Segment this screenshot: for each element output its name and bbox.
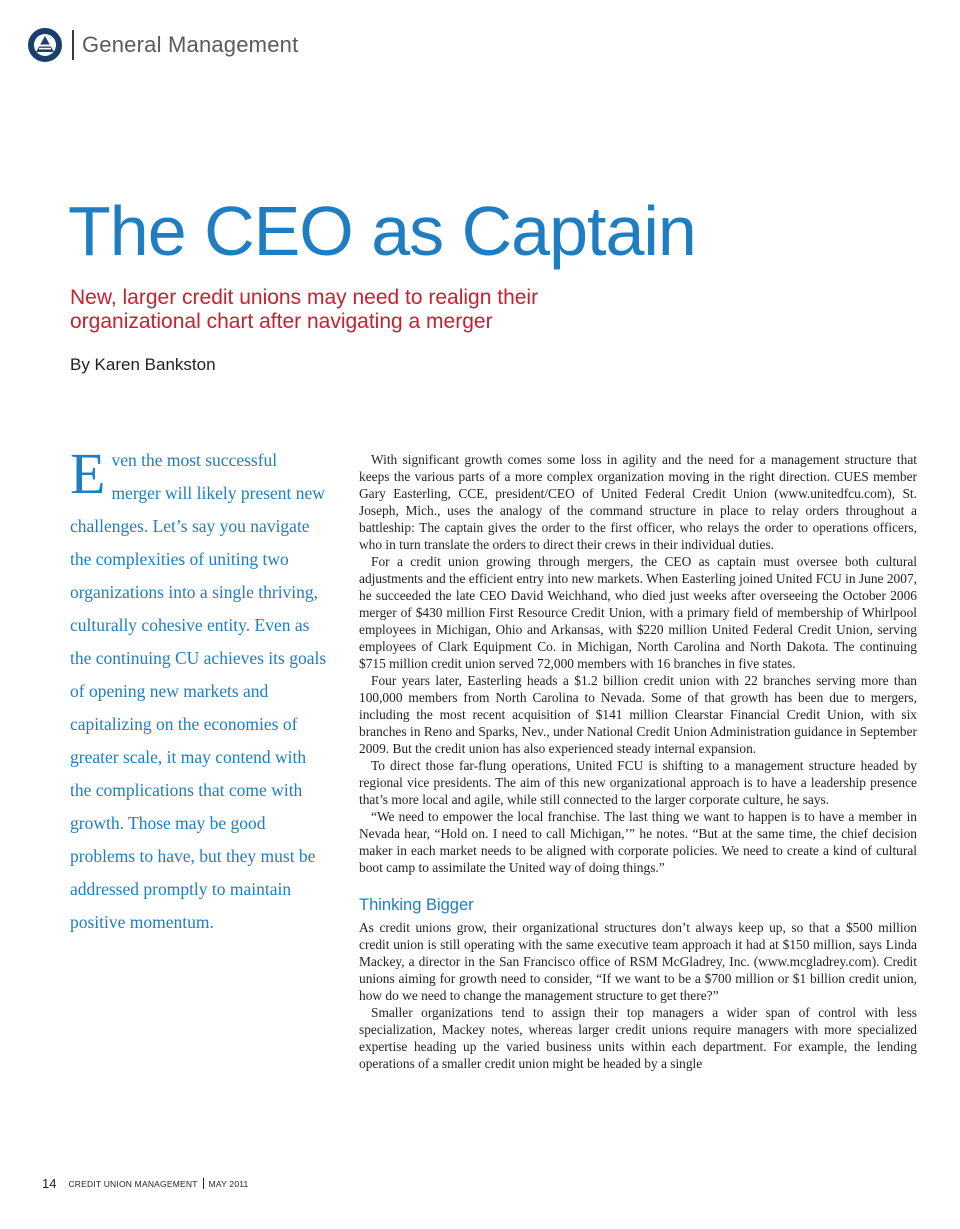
body-paragraph: For a credit union growing through mergers, the CEO as captain must oversee both cultural adjustments and the efficient entry into new markets. When Easterling joined United FCU in June 2007, he succeeded the late CEO David Weichhand, who died just weeks after overseeing the October 2006 merger of $430 million First Resource Credit Union, with a primary field of membership of Whirlpool employees in Michigan, Ohio and Arkansas, with $220 million United Federal Credit Union, serving employees of Clark Equipment Co. in Michigan, North Carolina and North Dakota. The continuing $715 million credit union served 72,000 members with 16 branches in five states. (359, 554, 917, 671)
article-title: The CEO as Captain (68, 192, 696, 270)
pull-quote-text: ven the most successful merger will likely present new challenges. Let’s say you navigate the complexities of uniting two organizations into a single thriving, culturally cohesive entity. Even as the continuing CU achieves its goals of opening new markets and capitalizing on the economies of greater scale, it may contend with the complications that come with growth. Those may be good problems to have, but they must be addressed promptly to maintain positive momentum. (70, 450, 327, 932)
body-paragraph: “We need to empower the local franchise. The last thing we want to happen is to have a member in Nevada hear, “Hold on. I need to call Michigan,’” he notes. “But at the same time, the chief decision maker in each market needs to be aligned with corporate policies. We need to create a kind of cultural boot camp to assimilate the United way of doing things.” (359, 809, 917, 875)
body-paragraph: To direct those far-flung operations, United FCU is shifting to a management structure headed by regional vice presidents. The aim of this new organizational approach is to have a leadership presence that’s more local and agile, while still connected to the larger corporate culture, he says. (359, 758, 917, 807)
page-header (28, 28, 298, 62)
pull-quote (70, 441, 330, 939)
page-footer (42, 1176, 248, 1191)
article-subtitle: New, larger credit unions may need to realign their organizational chart after navigating a merger (70, 286, 539, 333)
drop-cap: E (70, 441, 106, 506)
issue-date: MAY 2011 (208, 1178, 249, 1189)
page-number: 14 (42, 1176, 57, 1191)
body-paragraph: With significant growth comes some loss in agility and the need for a management structure that keeps the various parts of a more complex organization moving in the right direction. CUES member Gary Easterling, CCE, president/CEO of United Federal Credit Union (www.unitedfcu.com), St. Joseph, Mich., uses the analogy of the command structure in place to relay orders throughout a battleship: The captain gives the order to the first officer, who relays the order to operations officers, who in turn translate the orders to direct their crews in their individual duties. (359, 452, 917, 552)
header-divider (72, 30, 74, 60)
article-body (359, 451, 917, 1072)
section-label: General Management (82, 32, 299, 57)
byline: By Karen Bankston (70, 355, 216, 374)
cues-logo-icon (28, 28, 62, 62)
body-paragraph: As credit unions grow, their organizational structures don’t always keep up, so that a $500 million credit union is still operating with the same executive team approach it had at $150 million, says Linda Mackey, a director in the San Francisco office of RSM McGladrey, Inc. (www.mcgladrey.com). Credit unions aiming for growth need to consider, “If we want to be a $700 million or $1 billion credit union, how do we need to change the management structure to get there?” (359, 920, 917, 1003)
publication-name: CREDIT UNION MANAGEMENT (68, 1178, 198, 1189)
body-paragraph: Smaller organizations tend to assign their top managers a wider span of control with less specialization, Mackey notes, whereas larger credit unions require managers with more specialized expertise heading up the varied business units within each department. For example, the lending operations of a smaller credit union might be headed by a single (359, 1005, 917, 1071)
section-subhead: Thinking Bigger (359, 896, 474, 914)
body-paragraph: Four years later, Easterling heads a $1.2 billion credit union with 22 branches serving more than 100,000 members from North Carolina to Nevada. Some of that growth has been due to mergers, including the most recent acquisition of $141 million Clearstar Financial Credit Union, with six branches in Reno and Sparks, Nev., under National Credit Union Administration guidance in September 2009. But the credit union has also experienced steady internal expansion. (359, 673, 917, 756)
footer-divider (203, 1178, 204, 1189)
